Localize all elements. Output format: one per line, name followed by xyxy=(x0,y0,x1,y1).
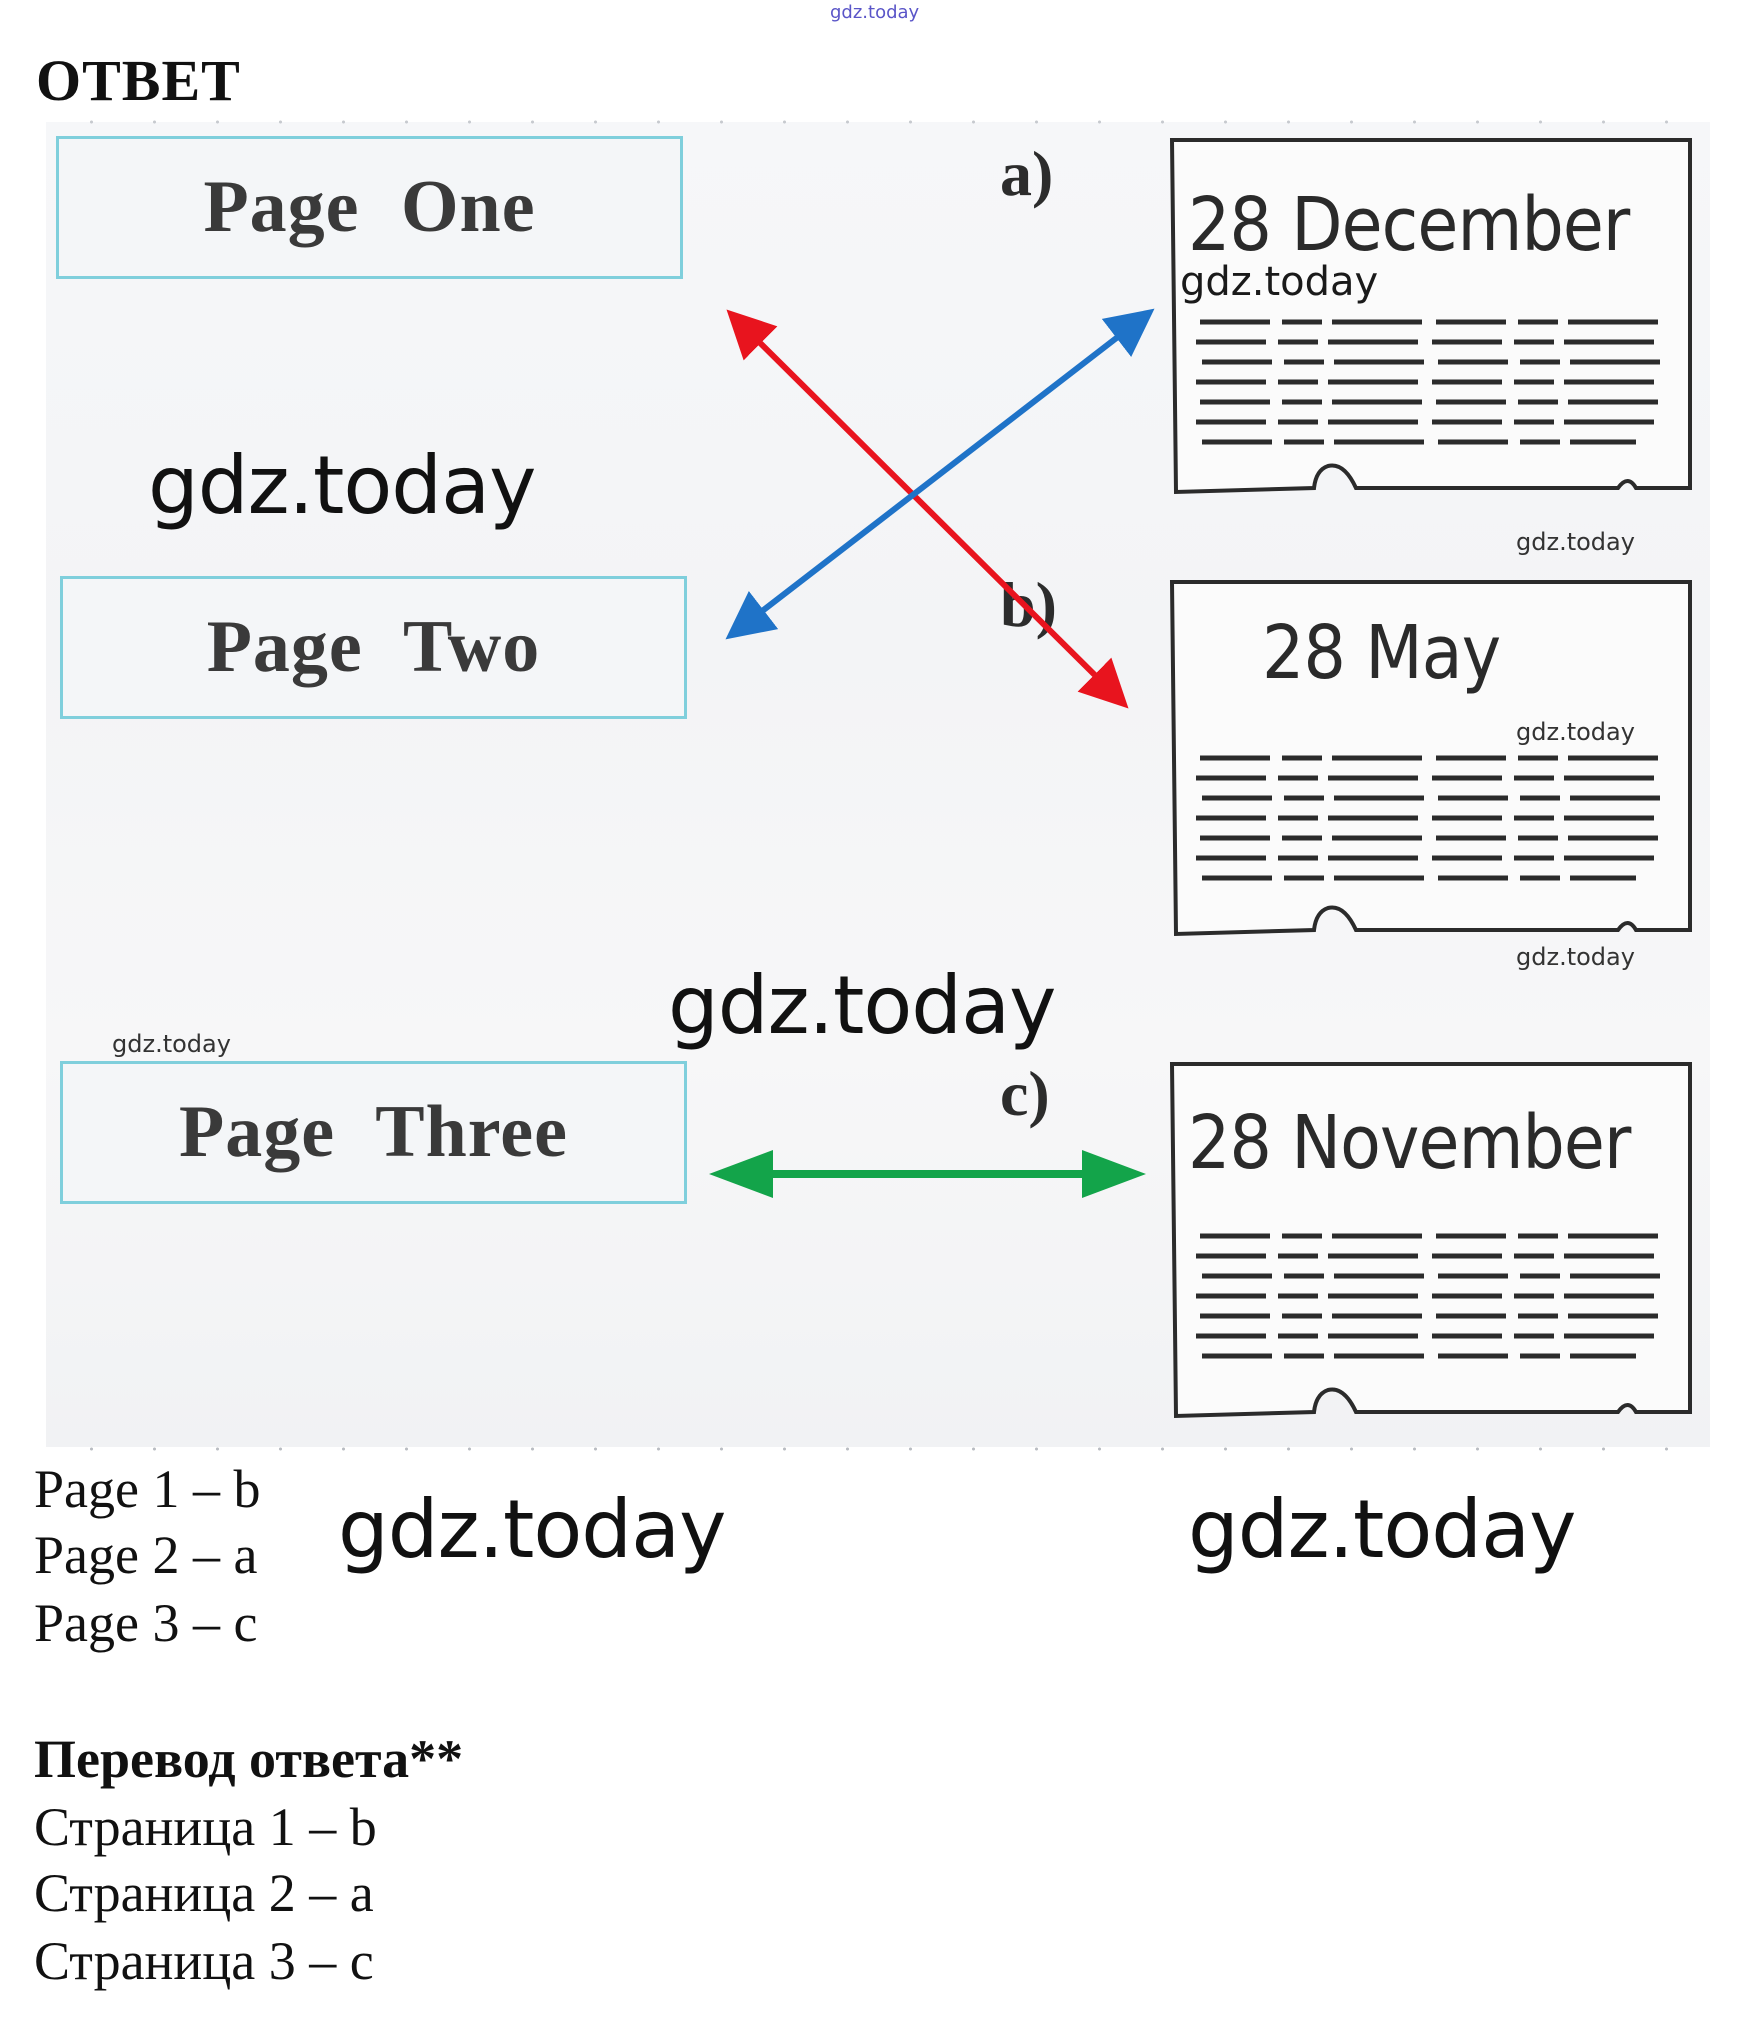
watermark: gdz.today xyxy=(1516,528,1635,556)
watermark: gdz.today xyxy=(112,1030,231,1058)
translation-line-3: Страница 3 – c xyxy=(34,1931,374,1991)
page-two-box: Page Two xyxy=(60,576,687,719)
translation-heading: Перевод ответа** xyxy=(34,1729,464,1789)
letter-a: a) xyxy=(1000,138,1054,209)
watermark: gdz.today xyxy=(1516,943,1635,971)
translation-line-1: Страница 1 – b xyxy=(34,1797,377,1857)
top-watermark: gdz.today xyxy=(830,2,920,23)
translation-line-2: Страница 2 – a xyxy=(34,1863,374,1923)
watermark: gdz.today xyxy=(1516,718,1635,746)
arrow-page-two-to-a xyxy=(735,316,1145,632)
page-three-box: Page Three xyxy=(60,1061,687,1204)
arrow-page-one-to-b xyxy=(735,318,1120,700)
answer-line-1: Page 1 – b xyxy=(34,1459,261,1519)
newspaper-date-december: 28 December xyxy=(1188,182,1630,268)
watermark: gdz.today xyxy=(1188,1483,1576,1576)
page-one-box: Page One xyxy=(56,136,683,279)
watermark: gdz.today xyxy=(338,1483,726,1576)
watermark: gdz.today xyxy=(668,959,1056,1052)
letter-b: b) xyxy=(1000,569,1057,640)
newspaper-date-november: 28 November xyxy=(1188,1100,1631,1186)
newspaper-date-may: 28 May xyxy=(1262,610,1501,696)
watermark: gdz.today xyxy=(148,439,536,532)
answer-line-2: Page 2 – a xyxy=(34,1525,258,1585)
letter-c: c) xyxy=(1000,1058,1050,1129)
answer-line-3: Page 3 – c xyxy=(34,1593,258,1653)
watermark: gdz.today xyxy=(1180,259,1379,305)
answer-heading: ОТВЕТ xyxy=(36,48,241,113)
